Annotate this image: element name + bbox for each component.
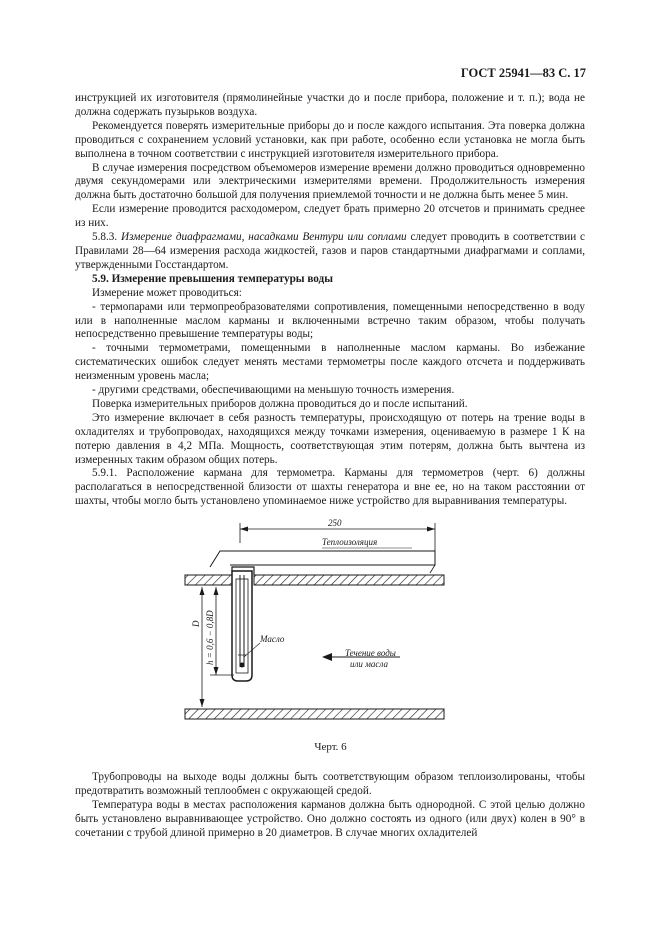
figure-6-thermometer-pocket	[180, 515, 450, 730]
clause-title: Измерение диафрагмами, насадками Вентури или соплами	[121, 231, 407, 244]
paragraph: Трубопроводы на выходе воды должны быть соответствующим образом теплоизолированы, чтобы предотвратить возможный теплообмен с окружающей средой.	[75, 771, 585, 797]
dimension-label: 250	[328, 518, 342, 528]
list-item: - другими средствами, обеспечивающими на меньшую точность измерения.	[92, 384, 455, 397]
paragraph: инструкцией их изготовителя (прямолинейные участки до и после прибора, положение и т. п.); вода не должна содержать пузырьков воздуха.	[75, 92, 585, 118]
clause-number: 5.8.3.	[92, 231, 118, 244]
paragraph-5-8-3	[75, 231, 585, 273]
pipe-wall-upper-right	[254, 575, 444, 585]
running-head: ГОСТ 25941—83 С. 17	[460, 66, 586, 80]
figure-caption: Черт. 6	[314, 741, 347, 753]
paragraph: Измерение может проводиться:	[92, 286, 242, 299]
paragraph: Рекомендуется поверять измерительные приборы до и после каждого испытания. Эта поверка должна проводиться с сохранением условий установки, как при работе, особенно если установка не могла быть выполнена в точном соответствии с инструкцией изготовителя измерительного прибора.	[75, 119, 585, 160]
thermometer-pocket	[232, 567, 254, 681]
insulation-label: Теплоизоляция	[322, 537, 378, 547]
flow-label-line1: Течение воды	[345, 648, 396, 658]
clause-text: следует проводить в соответствии с Правилами 28—64 измерения расхода жидкостей, газов и паров стандартными диафрагмами и соплами, утвержденными Госстандартом.	[75, 231, 586, 271]
flow-label-line2: или масла	[350, 659, 388, 669]
insulation-outline	[210, 551, 435, 573]
paragraph-5-9-1: 5.9.1. Расположение кармана для термометра. Карманы для термометров (черт. 6) должны располагаться в непосредственной близости от шахты генератора и вне ее, но на таком расстоянии от шахты, чтобы могло быть установлено упоминаемое ниже устройство для выравнивания температуры.	[75, 467, 585, 508]
pipe-wall-lower	[185, 709, 444, 719]
pipe-wall-upper-left	[185, 575, 235, 585]
oil-label: Масло	[260, 634, 285, 644]
paragraph: Это измерение включает в себя разность температуры, происходящую от потерь на трение воды в охладителях и трубопроводах, находящихся между точками измерения, оцениваемую в размере 1 К на потерю давления в 4,2 МПа. Мощность, соответствующая этим потерям, должна быть вычтена из измеренных таким образом общих потерь.	[75, 411, 585, 466]
h-dimension-label: h = 0,6 − 0,8D	[205, 610, 215, 665]
paragraph: Поверка измерительных приборов должна проводиться до и после испытаний.	[92, 397, 468, 410]
paragraph: Если измерение проводится расходомером, следует брать примерно 20 отсчетов и принимать среднее из них.	[75, 203, 585, 230]
dimension-line-D	[200, 587, 205, 707]
paragraph: В случае измерения посредством объемомеров измерение времени должно проводиться одновременно двумя секундомерами или электрическими измерителями времени. Продолжительность измерения должна быть достаточно большой для получения приемлемой точности и не должна быть менее 5 мин.	[75, 161, 585, 202]
section-heading-5-9: 5.9. Измерение превышения температуры воды	[92, 272, 333, 285]
list-item: - термопарами или термопреобразователями сопротивления, помещенными непосредственно в воду или в наполненные маслом карманы и включенными встречно таким образом, чтобы получать непосредственно превышение температуры воды;	[75, 300, 585, 341]
main-text	[75, 92, 585, 509]
paragraph: Температура воды в местах расположения карманов должна быть однородной. С этой целью должно быть установлено выравнивающее устройство. Оно должно состоять из одного (или двух) колен в 90° в сочетании с трубой длиной примерно в 20 диаметров. В случае многих охладителей	[75, 798, 585, 839]
list-item: - точными термометрами, помещенными в наполненные маслом карманы. Во избежание систематических ошибок следует менять местами термометры после каждого отсчета и поддерживать неизменным уровень масла;	[75, 342, 585, 383]
D-dimension-label: D	[191, 620, 201, 627]
text-after-figure	[75, 771, 585, 841]
